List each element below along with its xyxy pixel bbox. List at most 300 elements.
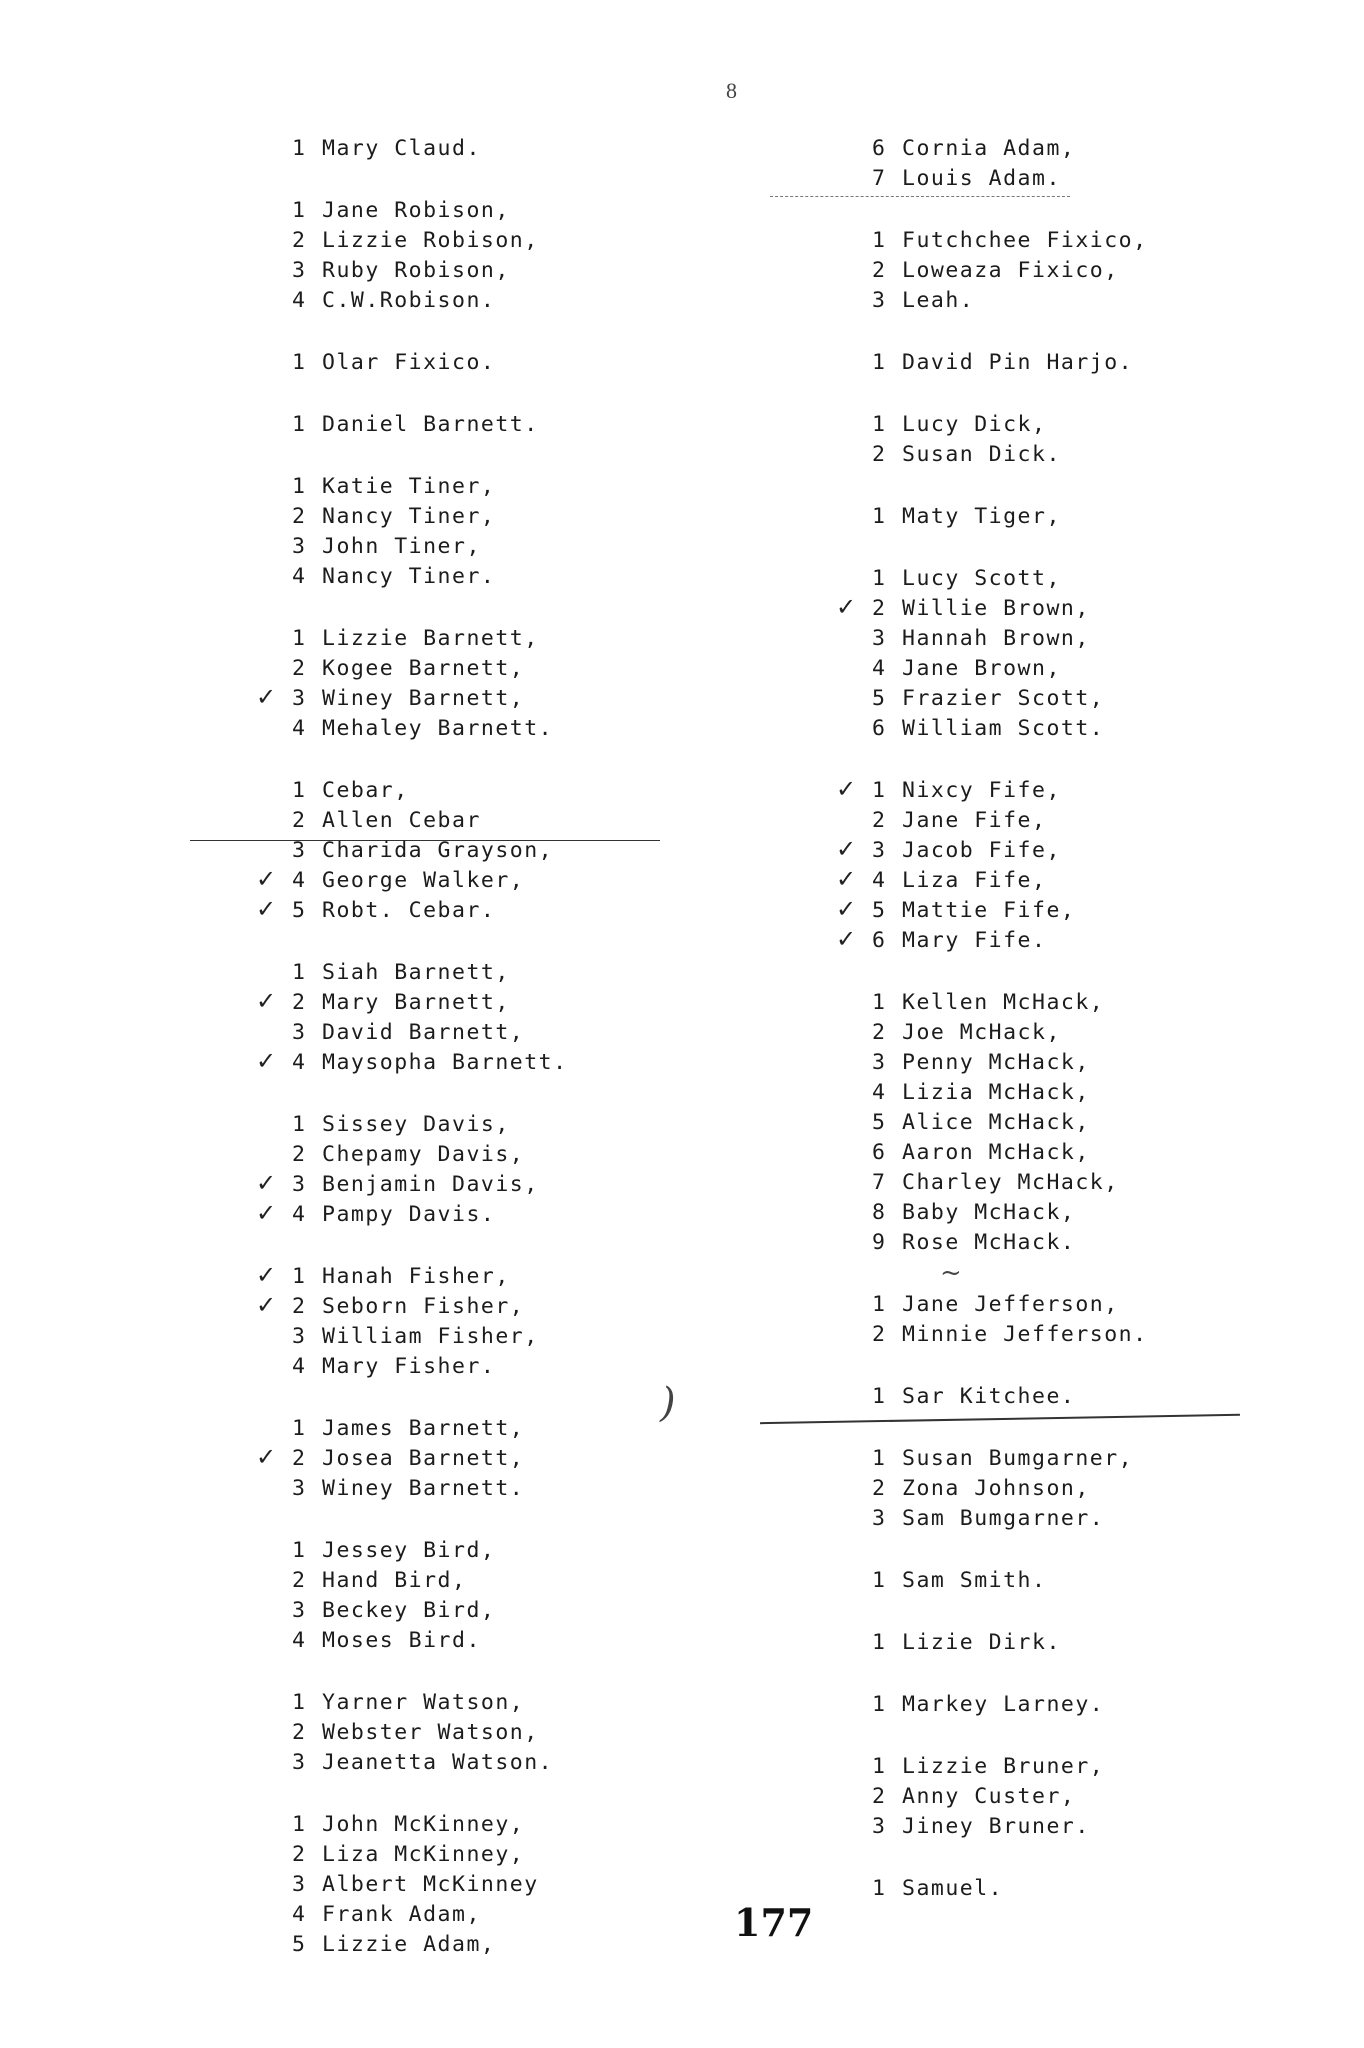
roll-entry [292, 1322, 712, 1352]
household-group [836, 775, 1312, 956]
entry-name: Baby McHack, [902, 1200, 1076, 1225]
entry-name: Jane Fife, [902, 808, 1047, 833]
entry-name: Josea Barnett, [322, 1446, 525, 1471]
entry-number: 3 [872, 288, 887, 313]
entry-name: Willie Brown, [902, 596, 1090, 621]
entry-number: 2 [292, 1446, 307, 1471]
roll-entry [872, 134, 1312, 164]
entry-name: Webster Watson, [322, 1720, 539, 1745]
entry-number: 2 [872, 808, 887, 833]
entry-name: Frazier Scott, [902, 686, 1105, 711]
entry-number: 2 [292, 808, 307, 833]
household-group [872, 1690, 1312, 1720]
roll-entry [292, 1474, 712, 1504]
entry-number: 3 [872, 1050, 887, 1075]
entry-name: Mary Fisher. [322, 1354, 496, 1379]
entry-number: 2 [872, 1784, 887, 1809]
roll-entry [292, 1414, 712, 1444]
entry-name: Charley McHack, [902, 1170, 1119, 1195]
entry-number: 3 [292, 1872, 307, 1897]
roll-entry [292, 1810, 712, 1840]
entry-name: Susan Bumgarner, [902, 1446, 1134, 1471]
roll-entry [872, 1018, 1312, 1048]
entry-number: 1 [292, 412, 307, 437]
roll-entry [872, 1168, 1312, 1198]
entry-number: 3 [292, 686, 307, 711]
roll-entry [872, 1108, 1312, 1138]
entry-name: Lizzie Bruner, [902, 1754, 1105, 1779]
entry-number: 3 [872, 1814, 887, 1839]
roll-entry [292, 836, 712, 866]
roll-entry [292, 286, 712, 316]
entry-number: 3 [872, 626, 887, 651]
household-group [256, 958, 712, 1078]
roll-entry [872, 440, 1312, 470]
household-group [872, 410, 1312, 470]
household-group [872, 226, 1312, 316]
roll-entry [292, 562, 712, 592]
entry-number: 2 [292, 1720, 307, 1745]
roll-entry [292, 958, 712, 988]
entry-name: Alice McHack, [902, 1110, 1090, 1135]
entry-number: 3 [292, 534, 307, 559]
entry-number: 2 [872, 596, 887, 621]
entry-name: Jane Jefferson, [902, 1292, 1119, 1317]
entry-name: Jessey Bird, [322, 1538, 496, 1563]
roll-entry [256, 1169, 712, 1200]
entry-name: William Scott. [902, 716, 1105, 741]
entry-number: 1 [292, 960, 307, 985]
entry-number: 4 [872, 1080, 887, 1105]
checkmark-icon: ✓ [836, 925, 858, 953]
entry-name: Chepamy Davis, [322, 1142, 525, 1167]
entry-number: 1 [292, 778, 307, 803]
entry-name: Katie Tiner, [322, 474, 496, 499]
roll-entry [292, 624, 712, 654]
roll-entry [872, 624, 1312, 654]
roll-entry [872, 988, 1312, 1018]
entry-number: 7 [872, 166, 887, 191]
household-group [292, 134, 712, 164]
entry-number: 7 [872, 1170, 887, 1195]
entry-name: Lizzie Adam, [322, 1932, 496, 1957]
roll-entry [836, 865, 1312, 896]
entry-name: Joe McHack, [902, 1020, 1061, 1045]
entry-name: Minnie Jefferson. [902, 1322, 1148, 1347]
roll-entry [872, 1444, 1312, 1474]
entry-number: 3 [292, 258, 307, 283]
entry-name: Sar Kitchee. [902, 1384, 1076, 1409]
household-group [872, 134, 1312, 194]
checkmark-icon: ✓ [836, 865, 858, 893]
entry-name: Pampy Davis. [322, 1202, 496, 1227]
entry-name: Jacob Fife, [902, 838, 1061, 863]
entry-number: 1 [872, 1384, 887, 1409]
roll-entry [292, 410, 712, 440]
entry-name: Mary Claud. [322, 136, 481, 161]
entry-name: Penny McHack, [902, 1050, 1090, 1075]
checkmark-icon: ✓ [256, 683, 278, 711]
entry-number: 4 [292, 1354, 307, 1379]
entry-number: 6 [872, 716, 887, 741]
roll-entry [836, 895, 1312, 926]
roll-entry [256, 865, 712, 896]
page-number: 8 [726, 78, 737, 103]
roll-entry [256, 987, 712, 1018]
roll-entry [292, 226, 712, 256]
household-group [292, 348, 712, 378]
roll-entry [836, 925, 1312, 956]
entry-name: Daniel Barnett. [322, 412, 539, 437]
entry-number: 1 [872, 1568, 887, 1593]
entry-name: Anny Custer, [902, 1784, 1076, 1809]
household-group [292, 196, 712, 316]
roll-entry [872, 286, 1312, 316]
roll-entry [872, 1474, 1312, 1504]
entry-number: 1 [872, 1446, 887, 1471]
entry-number: 3 [292, 1020, 307, 1045]
checkmark-icon: ✓ [256, 1169, 278, 1197]
roll-entry [872, 1198, 1312, 1228]
entry-number: 1 [292, 198, 307, 223]
roll-entry [292, 348, 712, 378]
entry-number: 1 [292, 1690, 307, 1715]
entry-number: 4 [292, 1902, 307, 1927]
entry-number: 8 [872, 1200, 887, 1225]
checkmark-icon: ✓ [836, 775, 858, 803]
roll-entry [292, 1596, 712, 1626]
roll-entry [292, 532, 712, 562]
entry-name: Winey Barnett, [322, 686, 525, 711]
household-group [872, 502, 1312, 532]
entry-number: 1 [872, 1754, 887, 1779]
entry-number: 3 [292, 1476, 307, 1501]
household-group [872, 1874, 1312, 1904]
entry-number: 1 [872, 350, 887, 375]
entry-name: Nancy Tiner. [322, 564, 496, 589]
household-group [872, 348, 1312, 378]
handwritten-mark: ) [660, 1380, 676, 1426]
entry-number: 1 [872, 990, 887, 1015]
entry-number: 2 [872, 1322, 887, 1347]
entry-number: 1 [872, 412, 887, 437]
checkmark-icon: ✓ [256, 1199, 278, 1227]
entry-name: Hanah Fisher, [322, 1264, 510, 1289]
roll-entry [256, 895, 712, 926]
entry-name: Samuel. [902, 1876, 1004, 1901]
roll-entry [292, 1352, 712, 1382]
entry-number: 2 [872, 1476, 887, 1501]
entry-name: James Barnett, [322, 1416, 525, 1441]
checkmark-icon: ✓ [256, 1261, 278, 1289]
entry-number: 1 [292, 1264, 307, 1289]
entry-name: Leah. [902, 288, 975, 313]
handwritten-mark: ~ [940, 1258, 962, 1288]
entry-number: 6 [872, 1140, 887, 1165]
entry-name: Markey Larney. [902, 1692, 1105, 1717]
entry-name: Lucy Dick, [902, 412, 1047, 437]
roll-entry [292, 1718, 712, 1748]
roll-entry [292, 1840, 712, 1870]
entry-number: 5 [292, 1932, 307, 1957]
entry-name: Aaron McHack, [902, 1140, 1090, 1165]
roll-entry [292, 256, 712, 286]
household-group [872, 1290, 1312, 1350]
entry-name: Louis Adam. [902, 166, 1061, 191]
entry-number: 2 [292, 1842, 307, 1867]
entry-number: 1 [872, 1292, 887, 1317]
entry-number: 5 [872, 898, 887, 923]
entry-name: John Tiner, [322, 534, 481, 559]
checkmark-icon: ✓ [836, 895, 858, 923]
entry-name: Beckey Bird, [322, 1598, 496, 1623]
roll-entry [292, 1748, 712, 1778]
entry-name: John McKinney, [322, 1812, 525, 1837]
entry-number: 2 [872, 258, 887, 283]
entry-name: Maty Tiger, [902, 504, 1061, 529]
household-group [256, 624, 712, 744]
entry-number: 2 [872, 1020, 887, 1045]
entry-name: Ruby Robison, [322, 258, 510, 283]
entry-number: 2 [292, 1294, 307, 1319]
roll-entry [292, 472, 712, 502]
folio-number: 177 [734, 1900, 814, 1945]
roll-entry [292, 1110, 712, 1140]
entry-number: 4 [292, 868, 307, 893]
household-group [872, 988, 1312, 1258]
entry-name: David Pin Harjo. [902, 350, 1134, 375]
entry-name: Olar Fixico. [322, 350, 496, 375]
left-column [256, 134, 712, 1992]
entry-name: Siah Barnett, [322, 960, 510, 985]
entry-name: Lucy Scott, [902, 566, 1061, 591]
roll-entry [292, 1140, 712, 1170]
entry-number: 4 [872, 868, 887, 893]
entry-name: Allen Cebar [322, 808, 481, 833]
roll-entry [872, 684, 1312, 714]
entry-name: Mary Barnett, [322, 990, 510, 1015]
entry-number: 2 [292, 1568, 307, 1593]
roll-entry [872, 1782, 1312, 1812]
checkmark-icon: ✓ [256, 1291, 278, 1319]
entry-name: Zona Johnson, [902, 1476, 1090, 1501]
entry-name: Lizie Dirk. [902, 1630, 1061, 1655]
roll-entry [256, 1261, 712, 1292]
entry-number: 2 [292, 1142, 307, 1167]
entry-name: Jeanetta Watson. [322, 1750, 554, 1775]
roll-entry [872, 1320, 1312, 1350]
roll-entry [872, 1048, 1312, 1078]
entry-name: Frank Adam, [322, 1902, 481, 1927]
entry-number: 4 [292, 716, 307, 741]
entry-number: 1 [292, 1416, 307, 1441]
roll-entry [872, 1566, 1312, 1596]
roll-entry [872, 1382, 1312, 1412]
roll-entry [872, 714, 1312, 744]
roll-entry [872, 1874, 1312, 1904]
roll-entry [872, 806, 1312, 836]
entry-name: Sam Bumgarner. [902, 1506, 1105, 1531]
household-group [292, 1688, 712, 1778]
roll-entry [256, 1443, 712, 1474]
entry-number: 2 [292, 656, 307, 681]
household-group [292, 472, 712, 592]
roll-entry [872, 226, 1312, 256]
entry-name: Robt. Cebar. [322, 898, 496, 923]
entry-number: 9 [872, 1230, 887, 1255]
roll-entry [292, 1018, 712, 1048]
entry-number: 2 [292, 228, 307, 253]
entry-number: 3 [872, 838, 887, 863]
household-group [836, 564, 1312, 744]
entry-name: Mattie Fife, [902, 898, 1076, 923]
entry-number: 5 [872, 1110, 887, 1135]
entry-number: 1 [292, 626, 307, 651]
entry-name: George Walker, [322, 868, 525, 893]
entry-number: 2 [292, 504, 307, 529]
roll-entry [872, 348, 1312, 378]
roll-entry [872, 256, 1312, 286]
entry-number: 4 [292, 564, 307, 589]
roll-entry [292, 1536, 712, 1566]
entry-number: 3 [292, 1750, 307, 1775]
household-group [292, 1536, 712, 1656]
roll-entry [872, 1228, 1312, 1258]
roll-entry [256, 683, 712, 714]
roll-entry [292, 1930, 712, 1960]
entry-name: Mary Fife. [902, 928, 1047, 953]
roll-entry [872, 1504, 1312, 1534]
household-group [256, 1110, 712, 1230]
entry-number: 4 [292, 1202, 307, 1227]
entry-name: Futchchee Fixico, [902, 228, 1148, 253]
entry-name: Susan Dick. [902, 442, 1061, 467]
entry-number: 6 [872, 928, 887, 953]
entry-number: 6 [872, 136, 887, 161]
household-group [872, 1628, 1312, 1658]
entry-number: 1 [872, 566, 887, 591]
roll-entry [292, 714, 712, 744]
entry-name: Moses Bird. [322, 1628, 481, 1653]
entry-name: Albert McKinney [322, 1872, 539, 1897]
entry-number: 1 [292, 1538, 307, 1563]
entry-name: Liza Fife, [902, 868, 1047, 893]
entry-number: 2 [292, 990, 307, 1015]
entry-number: 4 [292, 1050, 307, 1075]
household-group [256, 1414, 712, 1504]
household-group [872, 1382, 1312, 1412]
roll-entry [872, 502, 1312, 532]
checkmark-icon: ✓ [256, 865, 278, 893]
right-column [836, 134, 1312, 1936]
entry-name: Kogee Barnett, [322, 656, 525, 681]
household-group [872, 1566, 1312, 1596]
entry-name: Lizzie Barnett, [322, 626, 539, 651]
entry-number: 1 [292, 1812, 307, 1837]
checkmark-icon: ✓ [836, 593, 858, 621]
roll-entry [292, 654, 712, 684]
roll-entry [872, 1290, 1312, 1320]
entry-number: 4 [292, 288, 307, 313]
entry-number: 3 [292, 1598, 307, 1623]
entry-number: 4 [292, 1628, 307, 1653]
roll-entry [292, 776, 712, 806]
entry-name: Maysopha Barnett. [322, 1050, 568, 1075]
entry-name: Lizia McHack, [902, 1080, 1090, 1105]
household-group [292, 1810, 712, 1960]
roll-entry [292, 1566, 712, 1596]
household-group [256, 1261, 712, 1382]
entry-name: Jiney Bruner. [902, 1814, 1090, 1839]
roll-entry [292, 196, 712, 226]
checkmark-icon: ✓ [256, 987, 278, 1015]
entry-name: Mehaley Barnett. [322, 716, 554, 741]
entry-number: 1 [872, 778, 887, 803]
entry-name: Benjamin Davis, [322, 1172, 539, 1197]
entry-name: William Fisher, [322, 1324, 539, 1349]
entry-name: Rose McHack. [902, 1230, 1076, 1255]
entry-name: C.W.Robison. [322, 288, 496, 313]
entry-number: 4 [872, 656, 887, 681]
roll-entry [292, 502, 712, 532]
entry-name: David Barnett, [322, 1020, 525, 1045]
roll-entry [256, 1199, 712, 1230]
roll-entry [292, 134, 712, 164]
entry-name: Sam Smith. [902, 1568, 1047, 1593]
roll-entry [872, 1812, 1312, 1842]
entry-name: Winey Barnett. [322, 1476, 525, 1501]
entry-name: Hand Bird, [322, 1568, 467, 1593]
roll-entry [836, 775, 1312, 806]
entry-name: Liza McKinney, [322, 1842, 525, 1867]
roll-entry [872, 1690, 1312, 1720]
roll-entry [872, 410, 1312, 440]
roll-entry [872, 1752, 1312, 1782]
roll-entry [872, 654, 1312, 684]
entry-number: 1 [872, 1630, 887, 1655]
entry-number: 1 [292, 474, 307, 499]
roll-entry [256, 1047, 712, 1078]
checkmark-icon: ✓ [256, 1047, 278, 1075]
entry-name: Hannah Brown, [902, 626, 1090, 651]
roll-entry [872, 1138, 1312, 1168]
entry-name: Jane Brown, [902, 656, 1061, 681]
entry-number: 1 [872, 504, 887, 529]
entry-number: 3 [872, 1506, 887, 1531]
entry-name: Kellen McHack, [902, 990, 1105, 1015]
entry-number: 1 [292, 136, 307, 161]
entry-number: 3 [292, 838, 307, 863]
roll-entry [872, 1078, 1312, 1108]
roll-entry [836, 835, 1312, 866]
roll-entry [292, 1870, 712, 1900]
entry-number: 1 [292, 1112, 307, 1137]
entry-number: 5 [292, 898, 307, 923]
roll-entry [256, 1291, 712, 1322]
entry-number: 1 [872, 1692, 887, 1717]
household-group [256, 776, 712, 926]
household-group [872, 1444, 1312, 1534]
household-group [292, 410, 712, 440]
roll-entry [292, 1688, 712, 1718]
entry-number: 3 [292, 1324, 307, 1349]
entry-name: Loweaza Fixico, [902, 258, 1119, 283]
entry-name: Cebar, [322, 778, 409, 803]
roll-entry [292, 1900, 712, 1930]
entry-number: 5 [872, 686, 887, 711]
roll-entry [872, 1628, 1312, 1658]
checkmark-icon: ✓ [836, 835, 858, 863]
